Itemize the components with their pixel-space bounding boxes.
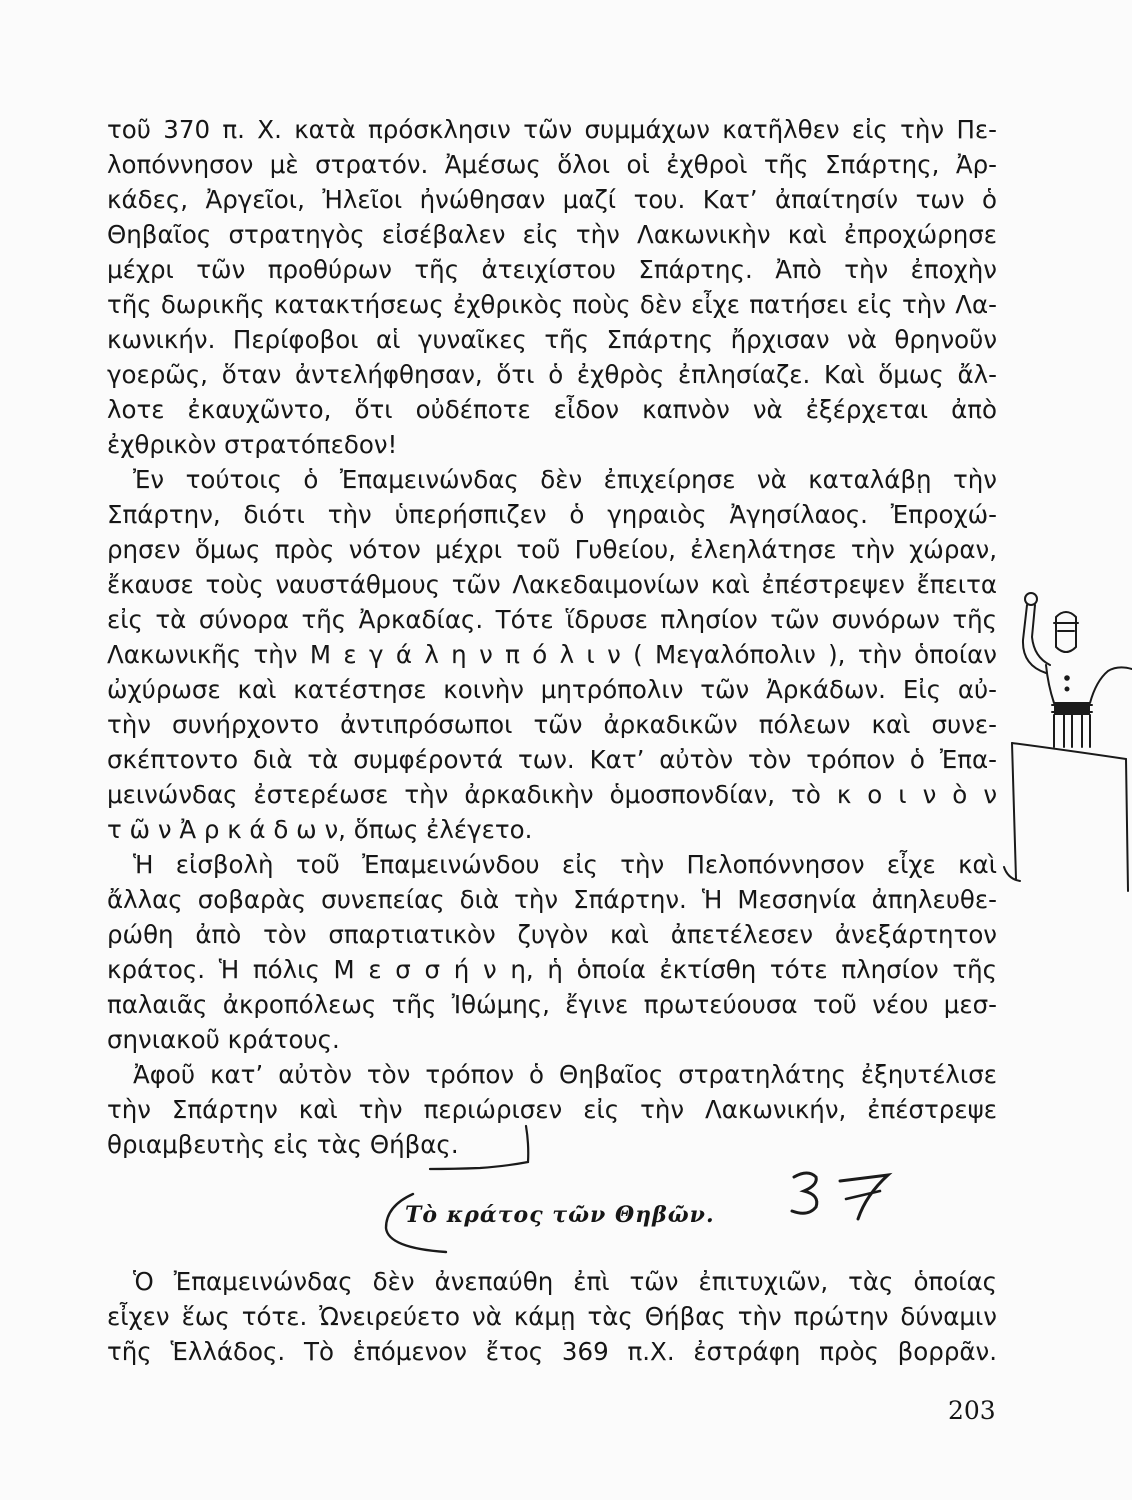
text-line: γοερῶς, ὅταν ἀντελήφθησαν, ὅτι ὁ ἐχθρὸς ἐπλησίαζε. Καὶ ὅμως ἄλ- [107,360,997,389]
text-line: τὴν συνήρχοντο ἀντιπρόσωποι τῶν ἀρκαδικῶν πόλεων καὶ συνε- [107,710,997,739]
text-line: ρώθη ἀπὸ τὸν σπαρτιατικὸν ζυγὸν καὶ ἀπετέλεσεν ἀνεξάρτητον [107,920,997,949]
margin-doodle-figure-icon [998,585,1132,895]
text-line: τοῦ 370 π. Χ. κατὰ πρόσκλησιν τῶν συμμάχων κατῆλθεν εἰς τὴν Πε- [107,115,997,144]
text-line: παλαιᾶς ἀκροπόλεως τῆς Ἰθώμης, ἔγινε πρωτεύουσα τοῦ νέου μεσ- [107,990,997,1019]
text-line: μέχρι τῶν προθύρων τῆς ἀτειχίστου Σπάρτης. Ἀπὸ τὴν ἐποχὴν [107,255,997,284]
text-line: Θηβαῖος στρατηγὸς εἰσέβαλεν εἰς τὴν Λακωνικὴν καὶ ἐπροχώρησε [107,220,997,249]
text-line: ἐχθρικὸν στρατόπεδον! [107,430,398,459]
page-number: 203 [948,1396,996,1425]
text-line: τ ῶ ν Ἀ ρ κ ά δ ω ν, ὅπως ἐλέγετο. [107,815,533,844]
text-line: τῆς Ἑλλάδος. Τὸ ἑπόμενον ἔτος 369 π.Χ. ἐστράφη πρὸς βορρᾶν. [107,1337,997,1366]
text-line: ἔκαυσε τοὺς ναυστάθμους τῶν Λακεδαιμονίων καὶ ἐπέστρεψεν ἔπειτα [107,570,997,599]
text-line: ρησεν ὅμως πρὸς νότον μέχρι τοῦ Γυθείου, ἐλεηλάτησε τὴν χώραν, [107,535,997,564]
text-line: Λακωνικῆς τὴν Μ ε γ ά λ η ν π ό λ ι ν ( Μεγαλόπολιν ), τὴν ὁποίαν [107,640,997,669]
text-line: Ὁ Ἐπαμεινώνδας δὲν ἀνεπαύθη ἐπὶ τῶν ἐπιτυχιῶν, τὰς ὁποίας [133,1267,997,1296]
text-line: κάδες, Ἀργεῖοι, Ἠλεῖοι ἠνώθησαν μαζί του. Κατ’ ἀπαίτησίν των ὁ [107,185,997,214]
text-line: ἄλλας σοβαρὰς συνεπείας διὰ τὴν Σπάρτην. Ἡ Μεσσηνία ἀπηλευθε- [107,885,997,914]
text-line: ὠχύρωσε καὶ κατέστησε κοινὴν μητρόπολιν τῶν Ἀρκάδων. Εἰς αὐ- [107,675,997,704]
text-line: κράτος. Ἡ πόλις Μ ε σ σ ή ν η, ἡ ὁποία ἐκτίσθη τότε πλησίον τῆς [107,955,997,984]
text-line: τῆς δωρικῆς κατακτήσεως ἐχθρικὸς ποὺς δὲν εἶχε πατήσει εἰς τὴν Λα- [107,290,997,319]
text-line: Ἡ εἰσβολὴ τοῦ Ἐπαμεινώνδου εἰς τὴν Πελοπόννησον εἶχε καὶ [133,850,997,879]
text-line: λοτε ἐκαυχῶντο, ὅτι οὐδέποτε εἶδον καπνὸν νὰ ἐξέρχεται ἀπὸ [107,395,997,424]
text-line: κωνικήν. Περίφοβοι αἱ γυναῖκες τῆς Σπάρτης ἤρχισαν νὰ θρηνοῦν [107,325,997,354]
text-line: λοπόννησον μὲ στρατόν. Ἀμέσως ὅλοι οἱ ἐχθροὶ τῆς Σπάρτης, Ἀρ- [107,150,997,179]
text-line: εἰς τὰ σύνορα τῆς Ἀρκαδίας. Τότε ἵδρυσε πλησίον τῶν συνόρων τῆς [107,605,997,634]
text-line: θριαμβευτὴς εἰς τὰς Θήβας. [107,1130,459,1159]
text-line: σηνιακοῦ κράτους. [107,1025,340,1054]
text-line: μεινώνδας ἐστερέωσε τὴν ἀρκαδικὴν ὁμοσπονδίαν, τὸ κ ο ι ν ὸ ν [107,780,997,809]
section-heading: Τὸ κράτος τῶν Θηβῶν. [405,1202,715,1228]
text-line: Ἐν τούτοις ὁ Ἐπαμεινώνδας δὲν ἐπιχείρησε νὰ καταλάβῃ τὴν [133,465,997,494]
text-line: σκέπτοντο διὰ τὰ συμφέροντά των. Κατ’ αὐτὸν τὸν τρόπον ὁ Ἐπα- [107,745,997,774]
text-line: εἶχεν ἕως τότε. Ὠνειρεύετο νὰ κάμῃ τὰς Θήβας τὴν πρώτην δύναμιν [107,1302,997,1331]
text-line: Σπάρτην, διότι τὴν ὑπερήσπιζεν ὁ γηραιὸς Ἀγησίλαος. Ἐπροχώ- [107,500,997,529]
text-line: Ἀφοῦ κατ’ αὐτὸν τὸν τρόπον ὁ Θηβαῖος στρατηλάτης ἐξηυτέλισε [133,1060,997,1089]
text-line: τὴν Σπάρτην καὶ τὴν περιώρισεν εἰς τὴν Λακωνικήν, ἐπέστρεψε [107,1095,997,1124]
handwritten-number-note [788,1165,893,1225]
